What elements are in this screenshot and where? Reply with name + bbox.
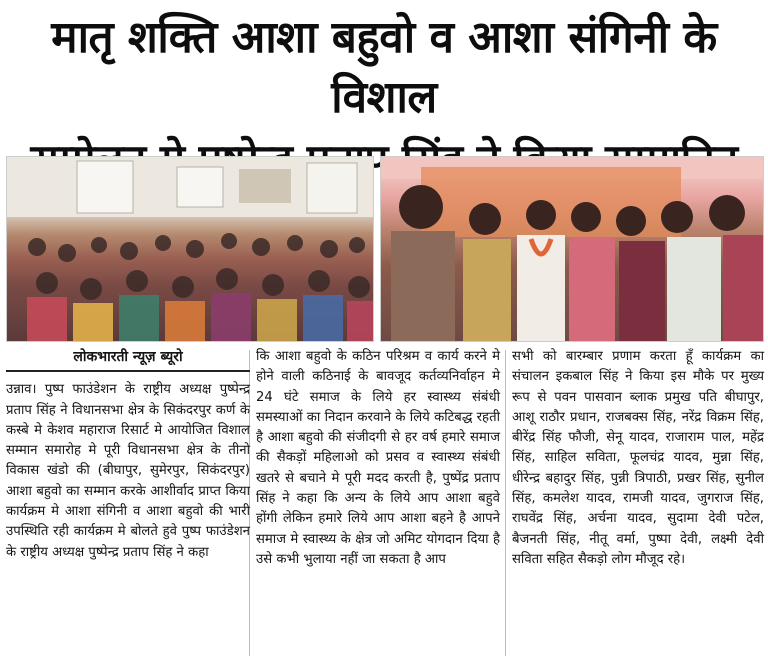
- felicitation-photo: [380, 156, 764, 342]
- headline-line-1: मातृ शक्ति आशा बहुवो व आशा संगिनी के विशाल: [51, 12, 717, 123]
- article-column-1: [6, 347, 250, 563]
- article-text: कि आशा बहुवो के कठिन परिश्रम व कार्य करने मे होने वाली कठिनाई के बावजूद कर्तव्यनिर्वाहन मे 24 घंटे समाज के लिये हर स्वास्थ्य संबंधी समस्याओं का निदान करवाने के लिये कटिबद्ध रहती है आशा बहुवो की संजीदगी से हर वर्ष हमारे समाज की सैकड़ों महिलाओ को प्रसव व स्वास्थ्य संबंधी खतरे से बचाने मे पूरी मदद करती है, पुष्पेंद्र प्रताप सिंह ने कहा कि अन्य के लिये आप आशा बहुवे होंगी लेकिन हमारे लिये आप आशा बहने है आपने समाज मे स्वास्थ्य के क्षेत्र जो अमिट योगदान दिया है उसे कभी भुलाया नहीं जा सकता है आप: [256, 349, 500, 567]
- article-text: सभी को बारम्बार प्रणाम करता हूँ कार्यक्रम का संचालन इकबाल सिंह ने किया इस मौके पर मुख्य रूप से पवन पासवान ब्लाक प्रमुख पति बीघापुर, आशू राठौर प्रधान, राजबक्स सिंह, नरेंद्र विक्रम सिंह, बीरेंद्र सिंह फौजी, सेनू यादव, राजाराम पाल, महेंद्र सिंह, साहिल सविता, फूलचंद्र यादव, मुन्ना सिंह, धीरेन्द्र बहादुर सिंह, पुन्नी त्रिपाठी, प्रखर सिंह, सुनील सिंह, कमलेश यादव, रामजी यादव, जुगराज सिंह, राघवेंद्र सिंह, अर्चना यादव, सुदामा देवी पटेल, बैजनती सिंह, नीतू वर्मा, पुष्पा देवी, लक्ष्मी देवी सविता सहित सैकड़ो लोग मौजूद रहे।: [512, 349, 764, 567]
- byline: लोकभारती न्यूज़ ब्यूरो: [6, 347, 250, 372]
- audience-photo-illustration: [7, 157, 373, 341]
- article-column-3: [512, 347, 764, 570]
- article-column-2: [256, 347, 500, 570]
- article-text: उन्नाव। पुष्प फाउंडेशन के राष्ट्रीय अध्यक्ष पुष्पेन्द्र प्रताप सिंह ने विधानसभा क्षेत्र के सिकंदरपुर कर्ण के कस्बे मे केशव महाराज रिसार्ट मे आयोजित विशाल सम्मान समारोह मे पूरी विधानसभा क्षेत्र के तीनो विकास खंडो की (बीघापुर, सुमेरपुर, सिकंदरपुर) आशा बहुवो का सम्मान करके आशीर्वाद प्राप्त किया कार्यक्रम मे आशा संगिनी व आशा बहुवो की भारी उपस्थिति रही कार्यक्रम मे बोलते हुवे पुष्प फाउंडेशन के राष्ट्रीय अध्यक्ष पुष्पेन्द्र प्रताप सिंह ने कहा: [6, 382, 250, 560]
- felicitation-photo-illustration: [381, 157, 763, 341]
- audience-photo: [6, 156, 374, 342]
- column-divider: [505, 350, 506, 656]
